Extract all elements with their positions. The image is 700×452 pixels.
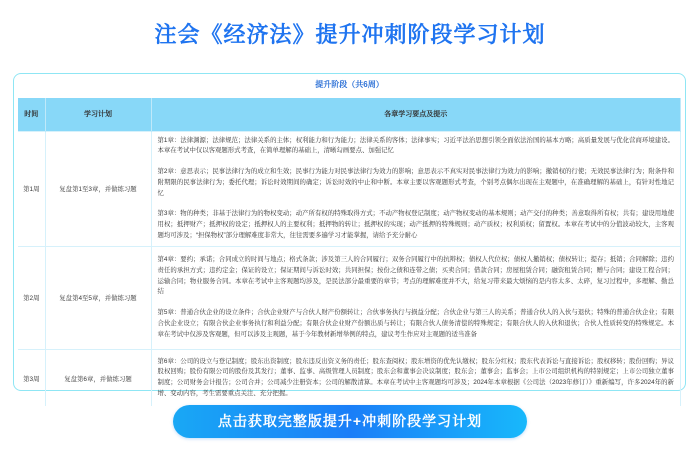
page-title: 注会《经济法》提升冲刺阶段学习计划	[154, 22, 546, 47]
study-plan-card	[13, 73, 686, 397]
chapter-item: 第2章：意思表示；民事法律行为的成立和生效；民事行为能力对民事法律行为效力的影响；意思表示不真实对民事法律行为效力的影响；撤销权的行使；无效民事法律行为；附条件和附期限的民事法律行为；委托代理；诉讼时效期间的确定；诉讼时效的中止和中断。本章主要以客观题形式考查，个别考点偶尔出现在主观题中，在准确理解的基础上，有针对性地记忆	[157, 168, 674, 197]
plan-text: 复盘第1至3章，并做练习题	[45, 131, 151, 246]
header-time: 时间	[18, 98, 45, 131]
table-row	[18, 246, 681, 349]
get-full-plan-button[interactable]: 点击获取完整版提升+冲刺阶段学习计划	[173, 405, 527, 438]
plan-text: 复盘第6章，并做练习题	[45, 349, 151, 406]
week-label: 第2周	[18, 246, 45, 349]
chapter-item: 第4章：要约；承诺；合同成立的时间与地点；格式条款；涉及第三人的合同履行；双务合同履行中的抗辩权；债权人代位权；债权人撤销权；债权转让；提存；抵销；合同解除；违约责任的承担方式；违约定金；保证的设立；保证期间与诉讼时效；共同担保；按份之债和连带之债；买卖合同；借款合同；房屋租赁合同；融资租赁合同；赠与合同；建设工程合同；运输合同；物业服务合同。本章在考试中主客观题均涉及，是民法部分最重要的章节；考点的理解难度并不大，给复习带来最大烦恼的是内容太多、太碎，复习过程中，多理解、勤总结	[157, 256, 674, 296]
chapter-item: 第6章：公司的设立与登记制度；股东出资制度；股东违反出资义务的责任；股东查阅权；股东增资的优先认缴权；股东分红权；股东代表诉讼与直接诉讼；股权移转；股份回购；异议股权回购；股份有限公司的股份及其发行；董事、监事、高级管理人员制度；股东会和董事会决议制度；股东会；董事会；监事会；上市公司组织机构的特别规定；上市公司独立董事制度；公司财务会计报告；公司合并；公司减少注册资本；公司的解散清算。本章在考试中主客观题均可涉及；2024年本章根据《公司法（2023年修订）》重新编写，许多2024年的新增、变动内容，考生需要重点关注、充分把握。	[157, 357, 674, 397]
chapter-points	[151, 246, 681, 349]
chapter-item: 第1章：法律渊源；法律规范；法律关系的主体；权利能力和行为能力；法律关系的客体；法律事实；习近平法治思想引领全面依法治国的基本方略；高质量发展与优化营商环境建设。本章在考试中仅以客观题形式考查，在简单理解的基础上，清晰勾画要点、加强记忆	[157, 136, 674, 155]
chapter-points	[151, 349, 681, 406]
chapter-item: 第3章：物的种类；非基于法律行为的物权变动；动产所有权的特殊取得方式；不动产物权登记制度；动产物权变动的基本规则；动产交付的种类；善意取得所有权；共有；建设用地使用权；抵押财产；抵押权的设定；抵押权人的主要权利；抵押物的转让；抵押权的实现；动产抵押的特殊规则；动产质权；权利质权；留置权。本章在考试中的分值波动较大，主客观题均可涉及；“担保物权”部分理解难度非常大，往往需要多遍学习才能掌握，请给予充分耐心	[157, 210, 674, 240]
chapter-item: 第5章：普通合伙企业的设立条件；合伙企业财产与合伙人财产份额转让；合伙事务执行与损益分配；合伙企业与第三人的关系；普通合伙人的入伙与退伙；特殊的普通合伙企业；有限合伙企业设立；有限合伙企业事务执行和利益分配；有限合伙企业财产份额出质与转让；有限合伙人债务清偿的特殊规定；有限合伙人的入伙和退伙；合伙人性质转变的特殊规定。本章在考试中仅涉及客观题，但可以涉及主观题，基于今年教材新增举例的特点，建议考生作应对主观题的适当准备	[157, 309, 674, 338]
week-label: 第3周	[18, 349, 45, 406]
study-plan-table	[18, 98, 681, 406]
header-plan: 学习计划	[45, 98, 151, 131]
table-header-row	[18, 98, 681, 131]
stage-title: 提升阶段（共6周）	[315, 80, 384, 89]
chapter-points	[151, 131, 681, 246]
table-row	[18, 131, 681, 246]
header-points: 各章学习要点及提示	[151, 98, 681, 131]
week-label: 第1周	[18, 131, 45, 246]
table-row	[18, 349, 681, 406]
plan-text: 复盘第4至5章，并做练习题	[45, 246, 151, 349]
